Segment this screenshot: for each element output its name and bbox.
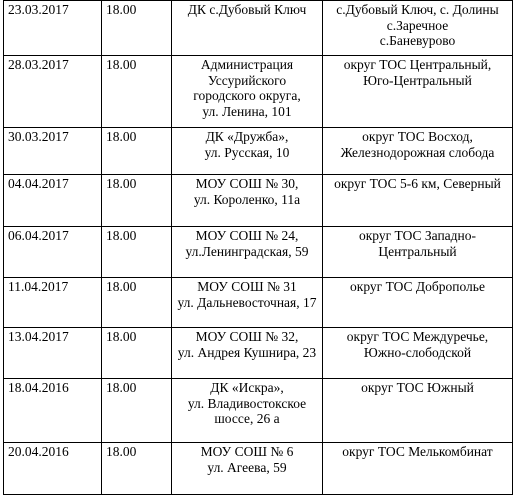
venue-line: ДК «Дружба»,: [205, 129, 289, 144]
venue-cell: [172, 328, 323, 379]
time-cell: 18.00: [102, 175, 172, 227]
date-cell: 06.04.2017: [4, 227, 102, 278]
area-cell: [323, 443, 513, 495]
area-cell: [323, 278, 513, 328]
time-cell: 18.00: [102, 328, 172, 379]
venue-cell: [172, 443, 323, 495]
time-cell: 18.00: [102, 443, 172, 495]
area-line: округ ТОС 5-6 км, Северный: [334, 176, 501, 191]
area-line: округ ТОС Мелькомбинат: [342, 444, 493, 459]
time-cell: 18.00: [102, 56, 172, 128]
venue-line: МОУ СОШ № 31: [197, 279, 297, 294]
table-row: [4, 227, 513, 278]
venue-cell: [172, 379, 323, 443]
area-line: округ ТОС Доброполье: [350, 279, 485, 294]
area-cell: [323, 227, 513, 278]
area-line: с.Дубовый Ключ, с. Долины: [336, 2, 499, 17]
area-cell: [323, 56, 513, 128]
meetings-schedule-table: [3, 0, 513, 495]
area-line: Железнодорожная слобода: [340, 144, 495, 160]
venue-line: МОУ СОШ № 32,: [195, 329, 299, 344]
area-cell: [323, 379, 513, 443]
date-cell: 11.04.2017: [4, 278, 102, 328]
date-cell: 28.03.2017: [4, 56, 102, 128]
area-line: округ ТОС Южный: [361, 380, 474, 395]
area-line: с.Баневурово: [379, 33, 456, 48]
date-cell: 18.04.2016: [4, 379, 102, 443]
date-cell: 13.04.2017: [4, 328, 102, 379]
area-line: Юго-Центральный: [363, 72, 472, 88]
date-cell: 04.04.2017: [4, 175, 102, 227]
time-cell: 18.00: [102, 278, 172, 328]
venue-cell: [172, 175, 323, 227]
area-cell: [323, 1, 513, 56]
venue-line: ул. Агеева, 59: [207, 459, 287, 475]
venue-line: Администрация: [200, 57, 294, 72]
venue-line: шоссе, 26 а: [214, 411, 280, 426]
table-row: [4, 56, 513, 128]
time-cell: 18.00: [102, 379, 172, 443]
venue-line: ул. Владивостокское: [187, 395, 307, 411]
date-cell: 20.04.2016: [4, 443, 102, 495]
area-cell: [323, 328, 513, 379]
venue-cell: [172, 56, 323, 128]
area-cell: [323, 175, 513, 227]
table-row: [4, 175, 513, 227]
area-line: округ ТОС Центральный,: [343, 57, 492, 72]
area-line: Южно-слободской: [363, 344, 472, 360]
venue-line: ул.Ленинградская, 59: [185, 243, 309, 259]
venue-line: МОУ СОШ № 30,: [195, 176, 299, 191]
venue-line: МОУ СОШ № 24,: [195, 228, 299, 243]
time-cell: 18.00: [102, 128, 172, 175]
venue-cell: [172, 1, 323, 56]
venue-line: ул. Русская, 10: [204, 144, 290, 160]
area-line: с.Заречное: [386, 17, 449, 33]
venue-line: ул. Короленко, 11а: [193, 191, 301, 207]
venue-line: МОУ СОШ № 6: [200, 444, 294, 459]
area-line: округ ТОС Восход,: [362, 129, 473, 144]
venue-cell: [172, 227, 323, 278]
table-row: [4, 379, 513, 443]
venue-line: ул. Ленина, 101: [202, 103, 292, 119]
venue-cell: [172, 278, 323, 328]
date-cell: 30.03.2017: [4, 128, 102, 175]
venue-line: Уссурийского: [207, 72, 287, 88]
venue-line: ул. Дальневосточная, 17: [177, 294, 317, 310]
table-row: [4, 278, 513, 328]
venue-line: городского округа,: [193, 88, 301, 103]
time-cell: 18.00: [102, 1, 172, 56]
area-line: Центральный: [378, 243, 457, 259]
table-row: [4, 1, 513, 56]
venue-line: ДК «Искра»,: [210, 380, 284, 395]
area-cell: [323, 128, 513, 175]
venue-line: ул. Андрея Кушнира, 23: [177, 344, 317, 360]
table-row: [4, 443, 513, 495]
date-cell: 23.03.2017: [4, 1, 102, 56]
table-row: [4, 128, 513, 175]
area-line: округ ТОС Западно-: [358, 228, 477, 243]
table-row: [4, 328, 513, 379]
area-line: округ ТОС Междуречье,: [346, 329, 489, 344]
venue-cell: [172, 128, 323, 175]
time-cell: 18.00: [102, 227, 172, 278]
venue-line: ДК с.Дубовый Ключ: [187, 2, 307, 17]
